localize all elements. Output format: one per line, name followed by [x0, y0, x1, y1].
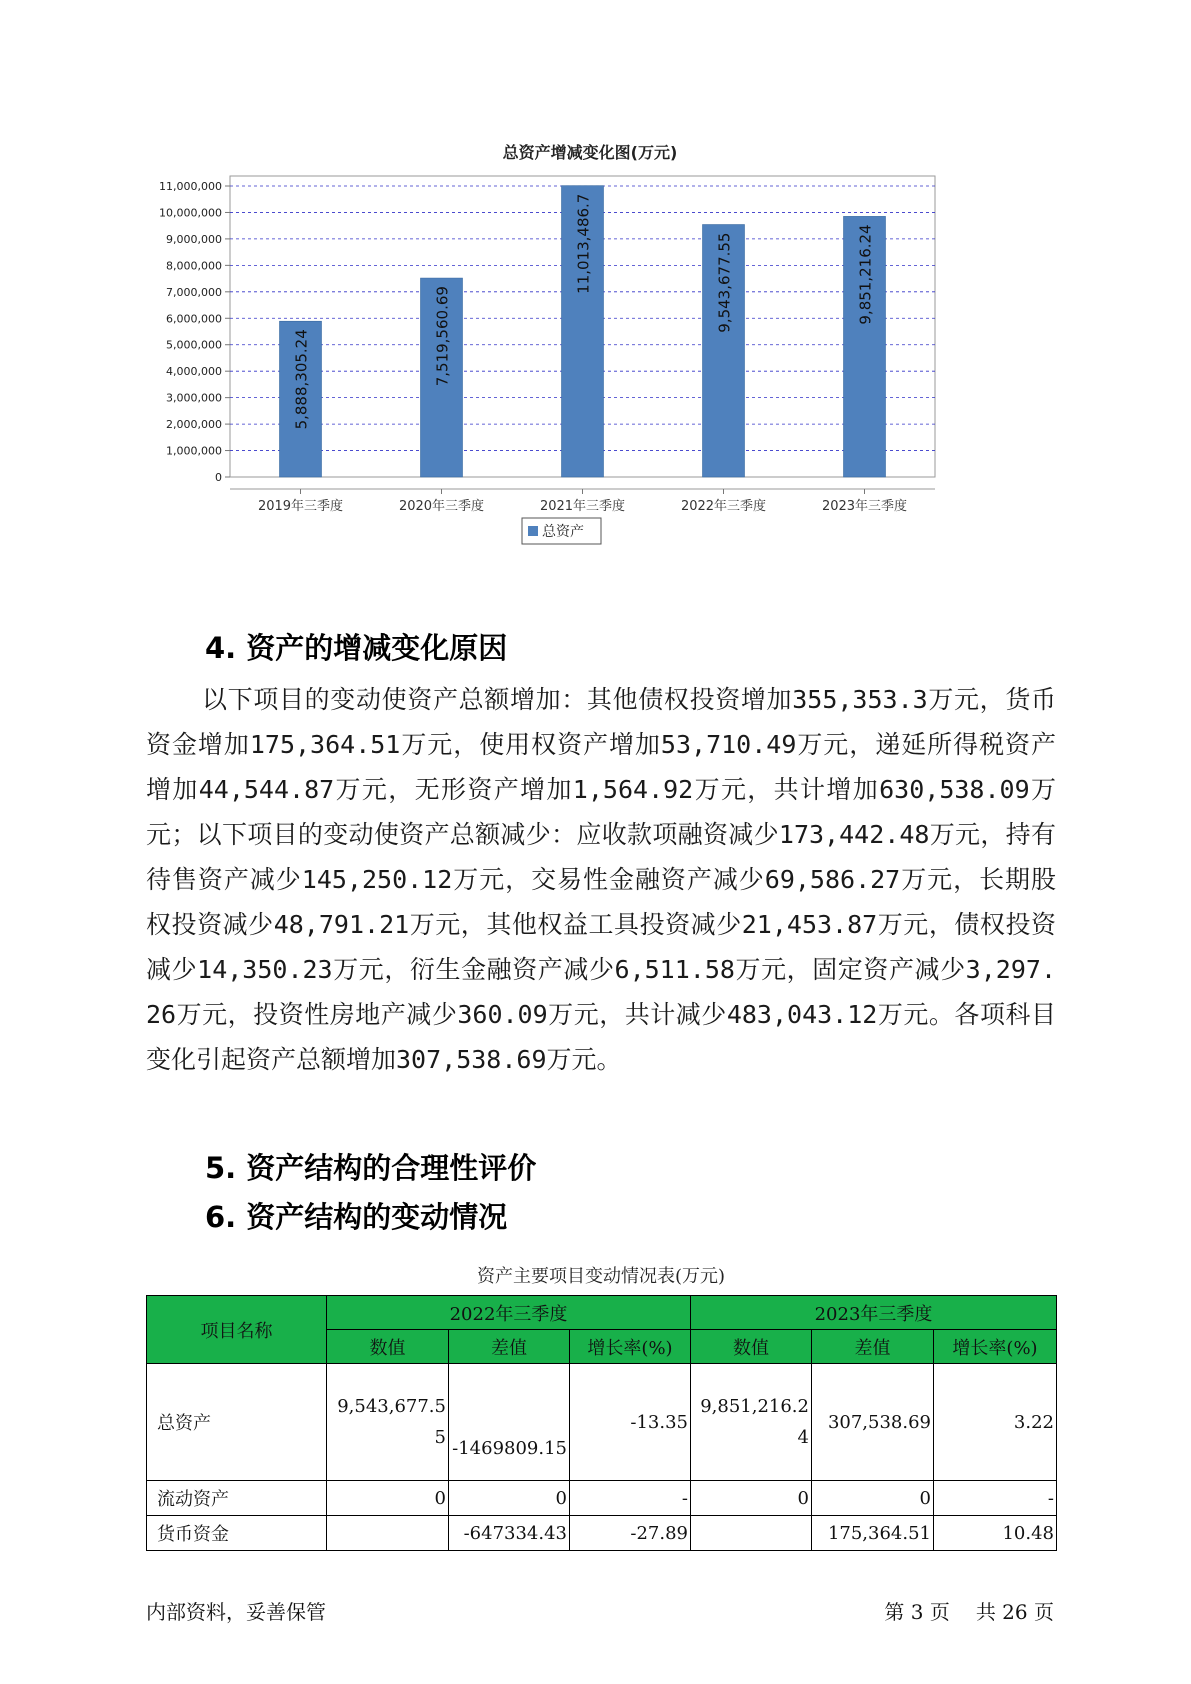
- cell-rate: -: [934, 1481, 1057, 1516]
- cell-value: [691, 1516, 812, 1551]
- x-tick-label: 2021年三季度: [539, 499, 626, 514]
- cell-diff: 0: [449, 1481, 570, 1516]
- y-tick-label: 9,000,000: [166, 232, 222, 246]
- x-tick-label: 2020年三季度: [398, 499, 485, 514]
- cell-rate: -: [570, 1481, 691, 1516]
- cell-value: [327, 1516, 449, 1551]
- footer-pagination: [884, 1596, 1054, 1625]
- page-number: 第 3 页: [884, 1600, 950, 1624]
- cell-diff: -1469809.15: [449, 1364, 570, 1481]
- row-name: 货币资金: [147, 1516, 327, 1551]
- header-rate-2023: 增长率(%): [934, 1330, 1057, 1364]
- x-tick-label: 2023年三季度: [821, 499, 908, 514]
- cell-diff: -647334.43: [449, 1516, 570, 1551]
- y-tick-label: 5,000,000: [166, 338, 222, 352]
- cell-value: 9,543,677.55: [327, 1364, 449, 1481]
- legend-swatch: [528, 526, 538, 536]
- bar-data-label: 9,543,677.55: [715, 232, 734, 333]
- section-heading-6: 6. 资产结构的变动情况: [205, 1200, 508, 1234]
- y-tick-label: 3,000,000: [166, 391, 222, 405]
- cell-rate: -27.89: [570, 1516, 691, 1551]
- y-tick-label: 0: [215, 471, 222, 484]
- x-tick-label: 2022年三季度: [680, 499, 767, 514]
- y-tick-label: 4,000,000: [166, 365, 222, 379]
- y-tick-label: 2,000,000: [166, 418, 222, 432]
- asset-change-paragraph: 以下项目的变动使资产总额增加：其他债权投资增加355,353.3万元，货币资金增加175,364.51万元，使用权资产增加53,710.49万元，递延所得税资产增加44,544.87万元，无形资产增加1,564.92万元，共计增加630,538.09万元；以下项目的变动使资产总额减少：应收款项融资减少173,442.48万元，持有待售资产减少145,250.12万元，交易性金融资产减少69,586.27万元，长期股权投资减少48,791.21万元，其他权益工具投资减少21,453.87万元，债权投资减少14,350.23万元，衍生金融资产减少6,511.58万元，固定资产减少3,297.26万元，投资性房地产减少360.09万元，共计减少483,043.12万元。各项科目变化引起资产总额增加307,538.69万元。: [146, 685, 1056, 1074]
- y-tick-label: 7,000,000: [166, 285, 222, 299]
- cell-diff: 175,364.51: [812, 1516, 934, 1551]
- y-tick-label: 8,000,000: [166, 259, 222, 273]
- header-diff-2023: 差值: [812, 1330, 934, 1364]
- row-name: 总资产: [147, 1364, 327, 1481]
- y-tick-label: 10,000,000: [159, 206, 222, 220]
- chart-title: 总资产增减变化图(万元): [502, 143, 678, 162]
- cell-value: 9,851,216.24: [691, 1364, 812, 1481]
- chart-legend: [522, 518, 601, 544]
- section-heading-5: 5. 资产结构的合理性评价: [205, 1151, 537, 1185]
- table-caption: 资产主要项目变动情况表(万元): [476, 1266, 726, 1287]
- bar-data-label: 11,013,486.7: [574, 193, 593, 294]
- table-row: [147, 1364, 1057, 1481]
- header-value-2022: 数值: [327, 1330, 449, 1364]
- page-total: 共 26 页: [975, 1600, 1054, 1624]
- cell-value: 0: [327, 1481, 449, 1516]
- y-tick-label: 11,000,000: [159, 180, 222, 193]
- row-name: 流动资产: [147, 1481, 327, 1516]
- cell-diff: 0: [812, 1481, 934, 1516]
- bar-data-label: 7,519,560.69: [433, 286, 452, 387]
- header-period-2023: 2023年三季度: [691, 1296, 1057, 1330]
- header-rate-2022: 增长率(%): [570, 1330, 691, 1364]
- table-row: [147, 1516, 1057, 1551]
- bar-data-label: 5,888,305.24: [292, 329, 311, 430]
- cell-diff: 307,538.69: [812, 1364, 934, 1481]
- cell-rate: 3.22: [934, 1364, 1057, 1481]
- y-tick-label: 6,000,000: [166, 312, 222, 326]
- header-item-name: 项目名称: [147, 1296, 327, 1364]
- asset-items-table: [146, 1295, 1057, 1551]
- total-assets-chart: [150, 138, 1030, 598]
- header-period-2022: 2022年三季度: [327, 1296, 691, 1330]
- cell-value: 0: [691, 1481, 812, 1516]
- cell-rate: 10.48: [934, 1516, 1057, 1551]
- footer-note: 内部资料，妥善保管: [146, 1600, 326, 1624]
- cell-rate: -13.35: [570, 1364, 691, 1481]
- y-tick-label: 1,000,000: [166, 444, 222, 458]
- header-diff-2022: 差值: [449, 1330, 570, 1364]
- table-row: [147, 1481, 1057, 1516]
- x-tick-label: 2019年三季度: [257, 499, 344, 514]
- section-heading-4: 4. 资产的增减变化原因: [205, 631, 508, 665]
- bar-data-label: 9,851,216.24: [856, 224, 875, 325]
- header-value-2023: 数值: [691, 1330, 812, 1364]
- legend-label: 总资产: [542, 524, 584, 540]
